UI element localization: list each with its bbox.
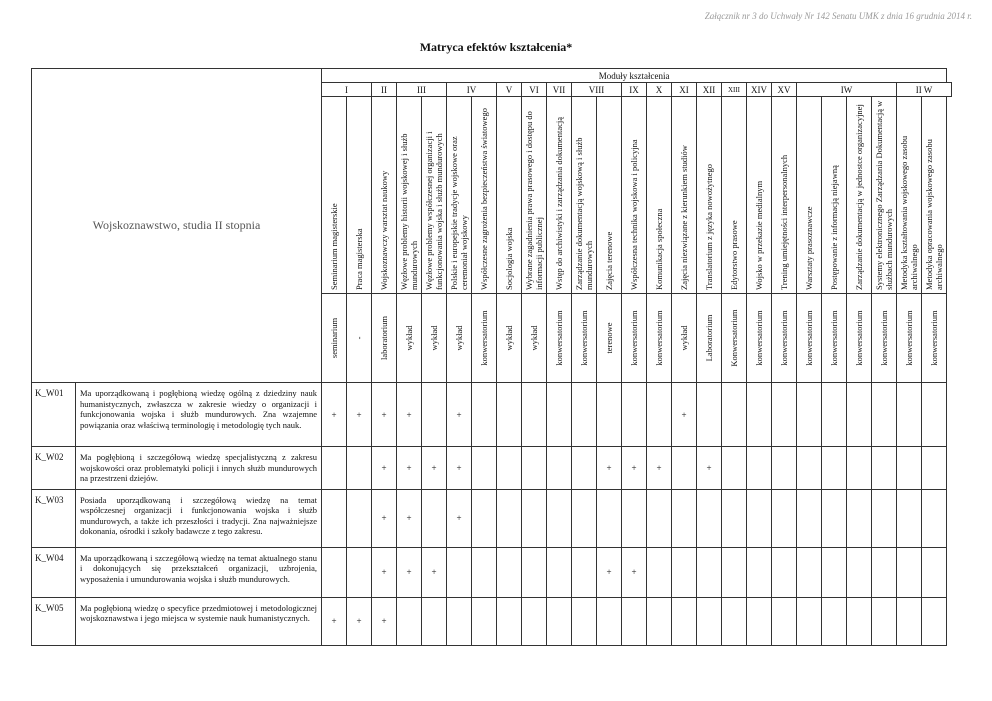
course-name: Zajęcia niezwiązane z kierunkiem studiów	[679, 145, 689, 290]
course-name: Współczesna technika wojskowa i policyjna	[629, 139, 639, 290]
matrix-cell	[372, 597, 397, 645]
module-group-label: IW	[797, 83, 897, 97]
matrix-cell	[547, 547, 572, 597]
course-form: konwersatorium	[629, 310, 639, 366]
matrix-cell	[572, 383, 597, 447]
matrix-cell	[922, 547, 947, 597]
matrix-cell	[672, 383, 697, 447]
course-form-cell	[897, 294, 922, 383]
course-form: konwersatorium	[829, 310, 839, 366]
effect-description: Ma pogłębioną wiedzę o specyfice przedmiotowej i metodologicznej wojskoznawstwa i jego miejsca w systemie nauk humanistycznych.	[76, 597, 322, 645]
course-name: Systemy elektronicznego Zarządzania Dokumentacją w służbach mundurowych	[874, 100, 894, 290]
effect-mark: +	[606, 567, 612, 577]
course-form-cell	[747, 294, 772, 383]
course-name: Komunikacja społeczna	[654, 208, 664, 290]
modules-header: Moduły kształcenia	[322, 69, 947, 83]
matrix-cell	[522, 597, 547, 645]
course-form-cell	[847, 294, 872, 383]
effect-mark: +	[381, 616, 387, 626]
module-group-label: II W	[897, 83, 952, 97]
module-group-label: XV	[772, 83, 797, 97]
course-form: konwersatorium	[929, 310, 940, 366]
matrix-cell	[872, 447, 897, 490]
module-group-label: III	[397, 83, 447, 97]
effect-mark: +	[381, 567, 387, 577]
matrix-cell	[722, 597, 747, 645]
matrix-cell	[697, 547, 722, 597]
matrix-cell	[397, 383, 422, 447]
matrix-cell	[722, 447, 747, 490]
matrix-cell	[922, 597, 947, 645]
module-group-label: I	[322, 83, 372, 97]
matrix-cell	[772, 547, 797, 597]
module-group-label: XI	[672, 83, 697, 97]
matrix-cell	[397, 547, 422, 597]
course-name: Wybrane zagadnienia prawa prasowego i dostępu do informacji publicznej	[524, 111, 544, 290]
course-form: konwersatorium	[554, 310, 564, 366]
matrix-cell	[747, 383, 772, 447]
effect-row	[32, 547, 952, 597]
matrix-cell	[572, 447, 597, 490]
course-form: konwersatorium	[904, 310, 914, 366]
course-name-cell	[522, 97, 547, 294]
course-name-cell	[722, 97, 747, 294]
matrix-cell	[647, 597, 672, 645]
course-name: Seminarium magisterskie	[329, 203, 339, 290]
matrix-cell	[922, 383, 947, 447]
course-form-cell	[922, 294, 947, 383]
annex-note: Załącznik nr 3 do Uchwały Nr 142 Senatu UMK z dnia 16 grudnia 2014 r.	[704, 11, 972, 21]
effect-mark: +	[456, 409, 462, 420]
matrix-cell	[822, 489, 847, 547]
effect-id: K_W03	[32, 489, 76, 547]
matrix-cell	[597, 447, 622, 490]
course-form: konwersatorium	[754, 310, 764, 366]
effect-mark: +	[631, 567, 637, 577]
course-form-cell	[772, 294, 797, 383]
effect-row	[32, 447, 952, 490]
module-group-label: XIII	[722, 83, 747, 97]
matrix-cell	[697, 383, 722, 447]
matrix-cell	[497, 383, 522, 447]
matrix-cell	[797, 547, 822, 597]
matrix-cell	[622, 447, 647, 490]
course-form-cell	[697, 294, 722, 383]
module-group-label: V	[497, 83, 522, 97]
course-name: Edytorstwo prasowe	[729, 220, 739, 290]
matrix-cell	[847, 597, 872, 645]
course-name: Zarządzanie dokumentacją wojskową i służb mundurowych	[574, 137, 594, 290]
matrix-cell	[572, 489, 597, 547]
matrix-cell	[347, 597, 372, 645]
matrix-cell	[647, 383, 672, 447]
course-name-cell	[447, 97, 472, 294]
matrix-cell	[497, 547, 522, 597]
matrix-cell	[547, 489, 572, 547]
matrix-cell	[347, 383, 372, 447]
course-form: Konwersatorium	[729, 309, 739, 367]
matrix-cell	[497, 489, 522, 547]
matrix-cell	[447, 489, 472, 547]
matrix-cell	[822, 597, 847, 645]
course-name: Translatorium z języka nowożytnego	[704, 164, 714, 290]
matrix-cell	[797, 447, 822, 490]
matrix-cell	[472, 447, 497, 490]
matrix-cell	[672, 489, 697, 547]
course-form: wykład	[529, 325, 539, 351]
matrix-cell	[672, 597, 697, 645]
course-form-cell	[322, 294, 347, 383]
course-form-cell	[347, 294, 372, 383]
course-name-cell	[597, 97, 622, 294]
matrix-cell	[422, 547, 447, 597]
course-name: Wojsko w przekazie medialnym	[754, 180, 764, 290]
effect-mark: +	[406, 567, 412, 577]
course-name: Postępowanie z informacją niejawną	[829, 165, 839, 290]
matrix-cell	[872, 597, 897, 645]
matrix-cell	[322, 383, 347, 447]
matrix-cell	[547, 383, 572, 447]
course-form-cell	[672, 294, 697, 383]
matrix-cell	[622, 597, 647, 645]
matrix-cell	[422, 383, 447, 447]
matrix-cell	[522, 489, 547, 547]
effect-mark: +	[431, 462, 437, 473]
matrix-cell	[597, 489, 622, 547]
matrix-cell	[397, 489, 422, 547]
effect-mark: +	[406, 513, 412, 523]
matrix-cell	[622, 547, 647, 597]
course-form: wykład	[504, 325, 514, 351]
matrix-cell	[522, 447, 547, 490]
course-name: Węzłowe problemy współczesnej organizacji i funkcjonowania wojska i służb mundurowych	[424, 131, 444, 290]
document-title: Matryca efektów kształcenia*	[419, 40, 573, 54]
matrix-cell	[797, 597, 822, 645]
course-name: Węzłowe problemy historii wojskowej i służb mundurowych	[399, 133, 419, 290]
course-form: laboratorium	[379, 316, 389, 360]
matrix-cell	[597, 597, 622, 645]
matrix-cell	[547, 447, 572, 490]
effect-row	[32, 489, 952, 547]
matrix-cell	[622, 489, 647, 547]
matrix-cell	[397, 597, 422, 645]
effects-matrix	[31, 68, 952, 646]
course-form: konwersatorium	[854, 310, 864, 366]
course-name: Metodyka kształtowania wojskowego zasobu archiwalnego	[899, 135, 919, 290]
course-form-cell	[472, 294, 497, 383]
course-form-cell	[722, 294, 747, 383]
course-name-cell	[322, 97, 347, 294]
course-name-cell	[547, 97, 572, 294]
matrix-cell	[922, 447, 947, 490]
effect-mark: +	[631, 462, 637, 473]
matrix-cell	[647, 489, 672, 547]
matrix-cell	[772, 489, 797, 547]
matrix-cell	[422, 597, 447, 645]
matrix-cell	[572, 597, 597, 645]
matrix-cell	[422, 489, 447, 547]
effect-mark: +	[356, 616, 362, 626]
effect-mark: +	[706, 462, 712, 473]
course-name-cell	[422, 97, 447, 294]
course-name-cell	[647, 97, 672, 294]
course-name-cell	[572, 97, 597, 294]
matrix-cell	[847, 547, 872, 597]
effect-mark: +	[456, 462, 462, 473]
course-form-cell	[522, 294, 547, 383]
effect-id: K_W04	[32, 547, 76, 597]
effect-mark: +	[331, 409, 337, 420]
matrix-cell	[847, 489, 872, 547]
matrix-cell	[747, 447, 772, 490]
course-form: konwersatorium	[779, 310, 789, 366]
course-name: Zajęcia terenowe	[604, 231, 614, 290]
course-name-cell	[697, 97, 722, 294]
course-form-cell	[622, 294, 647, 383]
course-form-cell	[872, 294, 897, 383]
effect-mark: +	[406, 409, 412, 420]
matrix-cell	[422, 447, 447, 490]
course-name-cell	[847, 97, 872, 294]
matrix-cell	[372, 547, 397, 597]
matrix-cell	[697, 447, 722, 490]
matrix-cell	[772, 597, 797, 645]
matrix-cell	[797, 489, 822, 547]
matrix-cell	[322, 597, 347, 645]
course-name: Praca magisterska	[354, 228, 364, 290]
matrix-cell	[347, 447, 372, 490]
matrix-cell	[672, 447, 697, 490]
matrix-cell	[772, 383, 797, 447]
matrix-cell	[372, 383, 397, 447]
matrix-cell	[497, 447, 522, 490]
matrix-cell	[472, 383, 497, 447]
course-form: konwersatorium	[479, 310, 489, 366]
matrix-cell	[447, 547, 472, 597]
course-form: konwersatorium	[804, 310, 814, 366]
matrix-cell	[722, 489, 747, 547]
matrix-cell	[472, 489, 497, 547]
matrix-cell	[672, 547, 697, 597]
course-name: Warsztaty prasoznawcze	[804, 206, 814, 290]
course-form: terenowe	[604, 322, 614, 354]
matrix-cell	[897, 547, 922, 597]
matrix-cell	[497, 597, 522, 645]
course-name-cell	[497, 97, 522, 294]
program-label: Wojskoznawstwo, studia II stopnia	[32, 69, 322, 383]
matrix-cell	[647, 547, 672, 597]
course-form-cell	[647, 294, 672, 383]
matrix-cell	[897, 447, 922, 490]
course-name: Polskie i europejskie tradycje wojskowe oraz ceremoniał wojskowy	[449, 136, 469, 290]
matrix-cell	[347, 489, 372, 547]
matrix-cell	[847, 447, 872, 490]
course-name-cell	[672, 97, 697, 294]
matrix-cell	[472, 547, 497, 597]
matrix-cell	[697, 489, 722, 547]
course-form-cell	[572, 294, 597, 383]
effect-mark: +	[331, 616, 337, 626]
matrix-cell	[372, 447, 397, 490]
matrix-cell	[872, 383, 897, 447]
course-name: Trening umiejętności interpersonalnych	[779, 154, 789, 290]
course-name: Metodyka opracowania wojskowego zasobu archiwalnego	[924, 139, 945, 290]
course-name-cell	[397, 97, 422, 294]
course-form: wykład	[404, 325, 414, 351]
matrix-cell	[322, 447, 347, 490]
effect-id: K_W01	[32, 383, 76, 447]
course-name-cell	[372, 97, 397, 294]
module-group-label: II	[372, 83, 397, 97]
effect-mark: +	[381, 513, 387, 523]
matrix-cell	[447, 383, 472, 447]
matrix-cell	[747, 597, 772, 645]
course-form-cell	[447, 294, 472, 383]
module-group-label: IX	[622, 83, 647, 97]
matrix-cell	[747, 547, 772, 597]
course-name-cell	[822, 97, 847, 294]
module-group-label: XII	[697, 83, 722, 97]
matrix-cell	[897, 597, 922, 645]
matrix-cell	[447, 597, 472, 645]
course-form-cell	[372, 294, 397, 383]
matrix-cell	[897, 489, 922, 547]
matrix-cell	[547, 597, 572, 645]
course-form: wykład	[454, 325, 464, 351]
course-form: konwersatorium	[579, 310, 589, 366]
effect-mark: +	[356, 409, 362, 420]
course-name-cell	[622, 97, 647, 294]
matrix-cell	[597, 547, 622, 597]
course-name-cell	[747, 97, 772, 294]
course-form-cell	[422, 294, 447, 383]
matrix-cell	[922, 489, 947, 547]
matrix-cell	[572, 547, 597, 597]
course-name-cell	[897, 97, 922, 294]
matrix-cell	[322, 547, 347, 597]
effect-mark: +	[606, 462, 612, 473]
course-form: -	[354, 336, 364, 340]
matrix-cell	[872, 489, 897, 547]
effect-description: Posiada uporządkowaną i szczegółową wiedzę na temat współczesnej organizacji i funkcjonowania wojska i służb mundurowych, a także ich przeszłości i tradycji. Zna najważniejsze dokonania, ośrodki i szkoły badawcze z tego zakresu.	[76, 489, 322, 547]
course-form: wykład	[679, 325, 689, 351]
course-form-cell	[397, 294, 422, 383]
effect-description: Ma uporządkowaną i szczegółową wiedzę na temat aktualnego stanu i dokonujących się przekształceń organizacji, uzbrojenia, wyposażenia i umundurowania wojska i służb mundurowych.	[76, 547, 322, 597]
effect-mark: +	[456, 513, 462, 523]
course-form-cell	[597, 294, 622, 383]
matrix-cell	[897, 383, 922, 447]
effect-row	[32, 383, 952, 447]
course-name-cell	[347, 97, 372, 294]
module-group-label: XIV	[747, 83, 772, 97]
course-form: Laboratorium	[704, 314, 714, 362]
matrix-cell	[722, 383, 747, 447]
effect-description: Ma pogłębioną i szczegółową wiedzę specjalistyczną z zakresu wojskowości oraz problematyki policji i innych służb mundurowych na przestrzeni dziejów.	[76, 447, 322, 490]
course-form-cell	[497, 294, 522, 383]
matrix-cell	[847, 383, 872, 447]
effect-mark: +	[406, 462, 412, 473]
course-name: Wstęp do archiwistyki i zarządzania dokumentacją	[554, 117, 564, 290]
matrix-cell	[397, 447, 422, 490]
matrix-cell	[647, 447, 672, 490]
matrix-cell	[872, 547, 897, 597]
matrix-cell	[822, 547, 847, 597]
matrix-cell	[622, 383, 647, 447]
effect-mark: +	[381, 462, 387, 473]
matrix-cell	[522, 383, 547, 447]
course-name-cell	[772, 97, 797, 294]
matrix-cell	[372, 489, 397, 547]
effect-id: K_W05	[32, 597, 76, 645]
module-group-label: IV	[447, 83, 497, 97]
course-form: konwersatorium	[654, 310, 664, 366]
matrix-cell	[822, 383, 847, 447]
matrix-cell	[722, 547, 747, 597]
course-form: wykład	[429, 325, 439, 351]
module-group-label: VIII	[572, 83, 622, 97]
matrix-cell	[697, 597, 722, 645]
course-name: Współczesne zagrożenia bezpieczeństwa światowego	[479, 108, 489, 290]
course-form: seminarium	[329, 317, 339, 359]
matrix-cell	[447, 447, 472, 490]
effect-description: Ma uporządkowaną i pogłębioną wiedzę ogólną z dziedziny nauk humanistycznych, zwłaszcza w zakresie wiedzy o organizacji i funkcjonowania wojska i służb mundurowych. Zna wzajemne powiązania oraz właściwą terminologię i metodologię tych nauk.	[76, 383, 322, 447]
course-form: konwersatorium	[879, 310, 889, 366]
course-name: Wojskoznawczy warsztat naukowy	[379, 170, 389, 290]
effect-mark: +	[381, 409, 387, 420]
module-group-label: VII	[547, 83, 572, 97]
effect-mark: +	[656, 462, 662, 473]
module-group-label: VI	[522, 83, 547, 97]
course-form-cell	[547, 294, 572, 383]
matrix-cell	[797, 383, 822, 447]
effect-mark: +	[681, 409, 687, 420]
matrix-cell	[322, 489, 347, 547]
effect-id: K_W02	[32, 447, 76, 490]
matrix-cell	[472, 597, 497, 645]
course-form-cell	[797, 294, 822, 383]
effect-row	[32, 597, 952, 645]
course-name: Zarządzanie dokumentacją w jednostce organizacyjnej	[854, 104, 864, 290]
matrix-cell	[347, 547, 372, 597]
matrix-cell	[747, 489, 772, 547]
course-name-cell	[922, 97, 947, 294]
course-form-cell	[822, 294, 847, 383]
course-name: Socjologia wojska	[504, 227, 514, 290]
matrix-cell	[522, 547, 547, 597]
effect-mark: +	[431, 567, 437, 577]
course-name-cell	[872, 97, 897, 294]
module-group-label: X	[647, 83, 672, 97]
matrix-cell	[597, 383, 622, 447]
matrix-cell	[822, 447, 847, 490]
course-name-cell	[797, 97, 822, 294]
course-name-cell	[472, 97, 497, 294]
matrix-cell	[772, 447, 797, 490]
